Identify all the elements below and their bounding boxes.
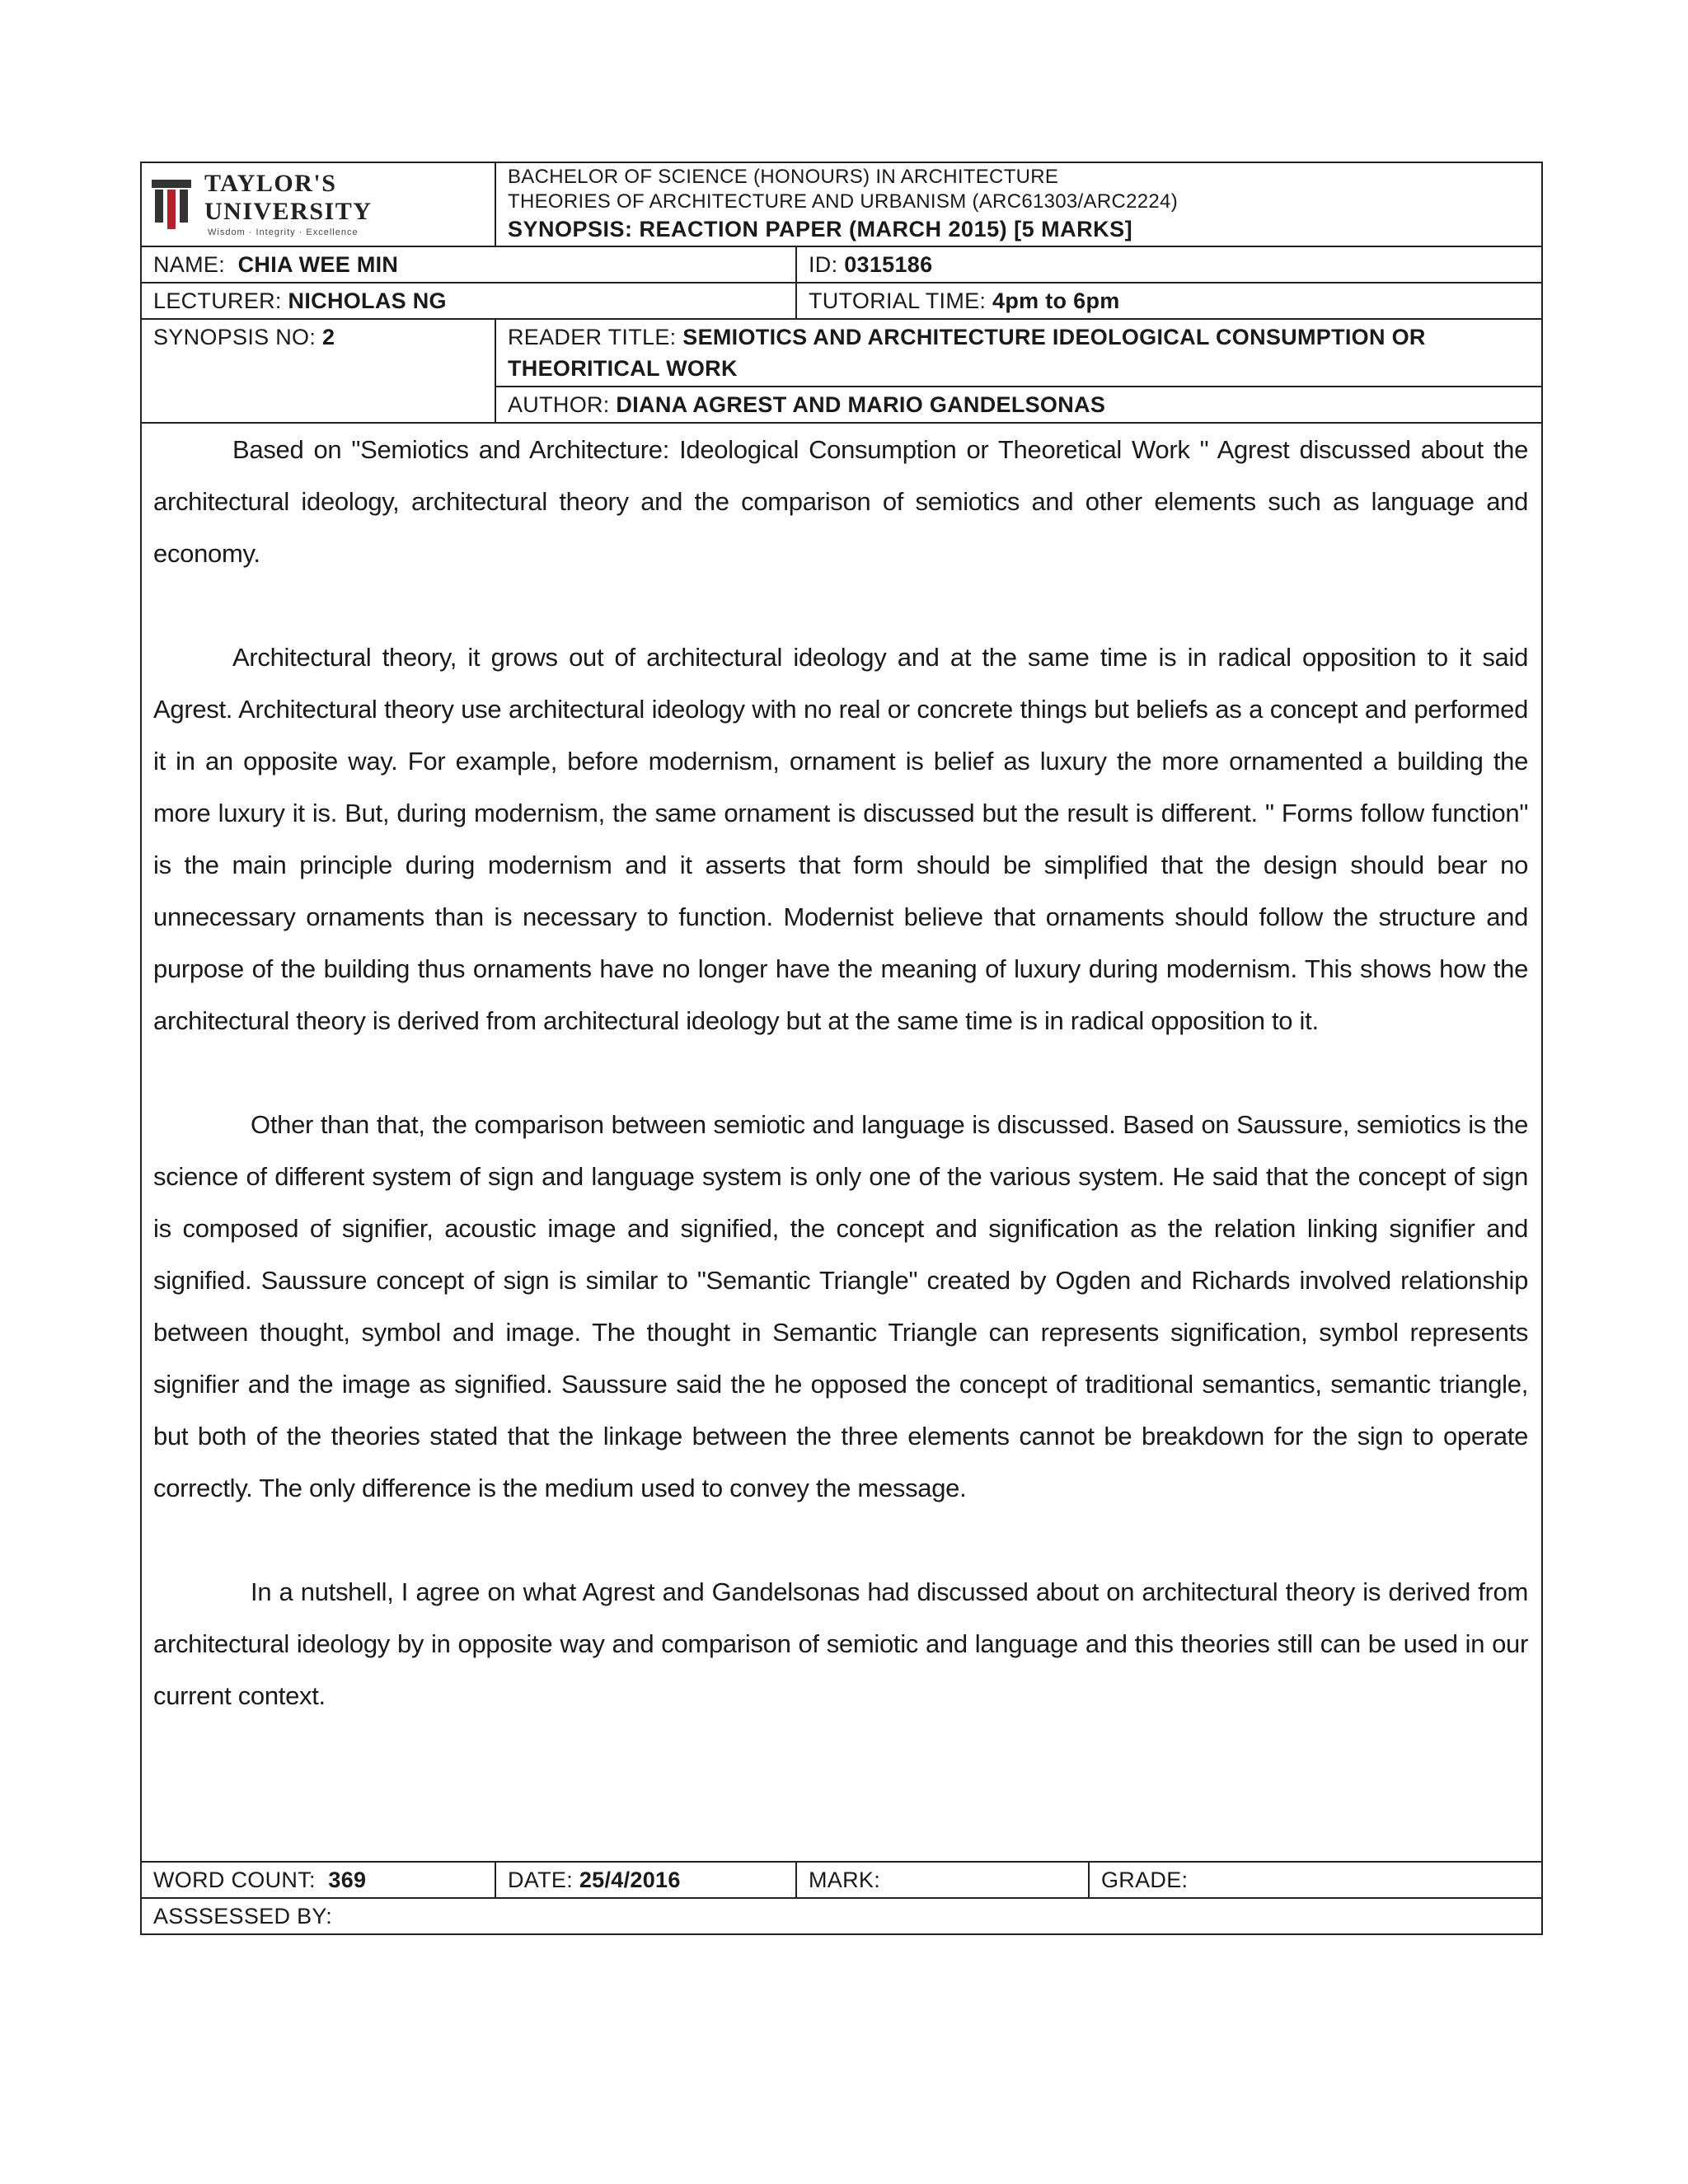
id-cell	[796, 246, 1542, 283]
logo-cell	[141, 162, 495, 246]
assessed-cell	[141, 1898, 1542, 1934]
university-motto: Wisdom · Integrity · Excellence	[208, 227, 359, 237]
university-logo	[150, 170, 486, 239]
grade-cell	[1089, 1862, 1542, 1898]
name-value: CHIA WEE MIN	[237, 252, 399, 277]
author-cell	[495, 387, 1542, 423]
synopsis-form	[140, 162, 1541, 1935]
reader-label: READER TITLE:	[508, 325, 677, 349]
paragraph-3: Other than that, the comparison between semiotic and language is discussed. Based on Saussure, semiotics is the science of different system of sign and language system is only one of the various system. He said that the concept of sign is composed of signifier, acoustic image and signified, the concept and signification as the relation linking signifier and signified. Saussure concept of sign is similar to "Semantic Triangle" created by Ogden and Richards involved relationship between thought, symbol and image. The thought in Semantic Triangle can represents signification, symbol represents signifier and the image as signified. Saussure said the he opposed the concept of traditional semantics, semantic triangle, but both of the theories stated that the linkage between the three elements cannot be breakdown for the sign to operate correctly. The only difference is the medium used to convey the message.	[153, 1110, 1529, 1502]
synopsis-text	[153, 424, 1528, 1722]
lecturer-cell	[141, 283, 796, 319]
id-value: 0315186	[844, 252, 933, 277]
reader-value: SEMIOTICS AND ARCHITECTURE IDEOLOGICAL CONSUMPTION OR THEORITICAL WORK	[508, 325, 1426, 381]
mark-label: MARK:	[809, 1868, 881, 1892]
lecturer-value: NICHOLAS NG	[288, 288, 447, 313]
header-row	[141, 162, 1542, 246]
programme-title: BACHELOR OF SCIENCE (HONOURS) IN ARCHITECTURE	[508, 166, 1059, 188]
tutorial-value: 4pm to 6pm	[992, 288, 1120, 313]
form-table	[140, 162, 1543, 1935]
name-label: NAME:	[153, 252, 226, 277]
body-row	[141, 423, 1542, 1862]
paragraph-2: Architectural theory, it grows out of architectural ideology and at the same time is in radical opposition to it said Agrest. Architectural theory use architectural ideology with no real or concrete things but beliefs as a concept and performed it in an opposite way. For example, before modernism, ornament is belief as luxury the more ornamented a building the more luxury it is. But, during modernism, the same ornament is discussed but the result is different. " Forms follow function" is the main principle during modernism and it asserts that form should be simplified that the design should bear no unnecessary ornaments than is necessary to function. Modernist believe that ornaments should follow the structure and purpose of the building thus ornaments have no longer have the meaning of luxury during modernism. This shows how the architectural theory is derived from architectural ideology but at the same time is in radical opposition to it.	[153, 643, 1529, 1035]
date-cell	[495, 1862, 796, 1898]
paragraph-4: In a nutshell, I agree on what Agrest and Gandelsonas had discussed about on architectural theory is derived from architectural ideology by in opposite way and comparison of semiotic and language and this theories still can be used in our current context.	[153, 1577, 1529, 1710]
author-value: DIANA AGREST AND MARIO GANDELSONAS	[616, 392, 1106, 417]
module-title: THEORIES OF ARCHITECTURE AND URBANISM (ARC61303/ARC2224)	[508, 190, 1178, 213]
university-crest-icon	[150, 178, 193, 231]
tutorial-label: TUTORIAL TIME:	[809, 288, 987, 313]
word-count-label: WORD COUNT:	[153, 1868, 316, 1892]
id-label: ID:	[809, 252, 838, 277]
date-value: 25/4/2016	[579, 1868, 681, 1892]
tutorial-cell	[796, 283, 1542, 319]
date-label: DATE:	[508, 1868, 574, 1892]
course-info-cell	[495, 162, 1542, 246]
name-row	[141, 246, 1542, 283]
name-cell	[141, 246, 796, 283]
footer-row	[141, 1862, 1542, 1898]
author-label: AUTHOR:	[508, 392, 610, 417]
synopsis-label: SYNOPSIS NO:	[153, 325, 316, 349]
reader-row	[141, 319, 1542, 387]
grade-label: GRADE:	[1101, 1868, 1189, 1892]
assignment-title: SYNOPSIS: REACTION PAPER (MARCH 2015) [5 MARKS]	[508, 217, 1133, 241]
synopsis-value: 2	[321, 325, 335, 349]
lecturer-row	[141, 283, 1542, 319]
paragraph-1: Based on "Semiotics and Architecture: Ideological Consumption or Theoretical Work " Agrest discussed about the architectural ideology, architectural theory and the comparison of semiotics and other elements such as language and economy.	[153, 435, 1529, 568]
body-cell	[141, 423, 1542, 1862]
assessed-label: ASSSESSED BY:	[153, 1904, 332, 1929]
mark-cell	[796, 1862, 1089, 1898]
word-count-cell	[141, 1862, 495, 1898]
word-count-value: 369	[328, 1868, 367, 1892]
assessed-row	[141, 1898, 1542, 1934]
reader-title-cell	[495, 319, 1542, 387]
lecturer-label: LECTURER:	[153, 288, 282, 313]
synopsis-cell	[141, 319, 495, 423]
university-name: TAYLOR'S UNIVERSITY	[204, 170, 373, 225]
